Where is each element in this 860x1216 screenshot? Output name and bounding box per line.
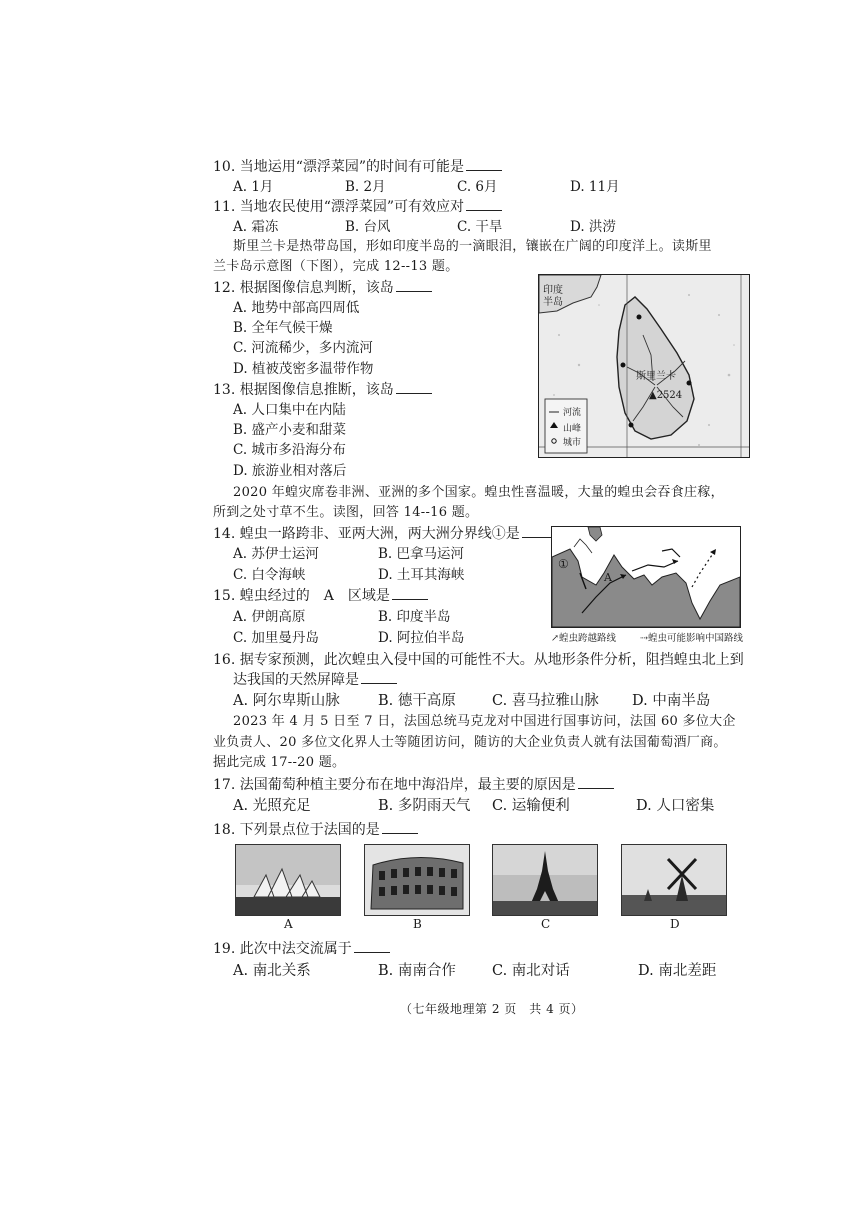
question-10 [213,158,502,176]
q14-option-a: A. 苏伊士运河 [233,546,319,562]
caption-c: C [541,917,551,931]
q15-option-d: D. 阿拉伯半岛 [378,630,465,646]
locust-intro-line-2: 所到之处寸草不生。读图，回答 14--16 题。 [213,505,479,520]
q16-option-a: A. 阿尔卑斯山脉 [233,693,340,709]
question-13 [213,381,432,399]
question-11-stem: 11. 当地农民使用“漂浮菜园”可有效应对 [213,199,465,215]
q11-option-d: D. 洪涝 [570,219,616,235]
q17-option-c: C. 运输便利 [492,798,570,814]
question-18-stem: 18. 下列景点位于法国的是 [213,822,380,838]
route-arrow-icon: ↗ [551,633,559,644]
question-18 [213,821,418,839]
map-label-peninsula: 半岛 [543,297,563,308]
sri-lanka-map [538,274,750,458]
question-12 [213,279,432,297]
q17-option-d: D. 人口密集 [636,798,715,814]
question-17-stem: 17. 法国葡萄种植主要分布在地中海沿岸，最主要的原因是 [213,777,576,793]
caption-a: A [284,917,293,931]
question-16-line-2 [233,671,397,689]
q10-option-d: D. 11月 [570,179,620,195]
sri-lanka-intro-line-2: 兰卡岛示意图（下图），完成 12--13 题。 [213,259,459,274]
legend-river: 河流 [563,408,582,418]
answer-blank [578,776,614,789]
q13-option-c: C. 城市多沿海分布 [233,442,346,458]
answer-blank [354,940,390,953]
q15-option-c: C. 加里曼丹岛 [233,630,319,646]
q15-option-a: A. 伊朗高原 [233,609,306,625]
question-14-stem: 14. 蝗虫一路跨非、亚两大洲，两大洲分界线①是 [213,526,520,542]
answer-blank [382,821,418,834]
q14-option-d: D. 土耳其海峡 [378,567,465,583]
answer-blank [392,587,428,600]
q13-option-d: D. 旅游业相对落后 [233,463,347,479]
legend-peak: 山峰 [563,424,582,434]
question-15-stem: 15. 蝗虫经过的 A 区域是 [213,588,390,604]
locust-intro-line-1: 2020 年蝗灾席卷非洲、亚洲的多个国家。蝗虫性喜温暖，大量的蝗虫会吞食庄稼， [233,485,724,500]
answer-blank [466,198,502,211]
question-17 [213,776,614,794]
locust-route-map [551,526,741,628]
q16-option-d: D. 中南半岛 [632,693,711,709]
q14-option-c: C. 白令海峡 [233,567,306,583]
map-elevation: ▲2524 [649,390,683,401]
question-16-line-1: 16. 据专家预测，此次蝗虫入侵中国的可能性不大。从地形条件分析，阻挡蝗虫北上到 [213,652,744,668]
answer-blank [361,671,397,684]
question-11 [213,198,502,216]
france-intro-line-1: 2023 年 4 月 5 日至 7 日，法国总统马克龙对中国进行国事访问，法国 60 多位大企 [233,714,736,729]
q17-option-a: A. 光照充足 [233,798,311,814]
dotted-arrow-icon: ⇢ [640,633,648,644]
question-13-stem: 13. 根据图像信息推断，该岛 [213,382,394,398]
q16-option-c: C. 喜马拉雅山脉 [492,693,599,709]
q10-option-c: C. 6月 [457,179,498,195]
caption-d: D [670,917,680,931]
locust-map-drawing [552,527,740,627]
question-16-stem-2: 达我国的天然屏障是 [233,672,359,688]
q12-option-c: C. 河流稀少，多内流河 [233,340,373,356]
q19-option-b: B. 南南合作 [378,963,456,979]
q15-option-b: B. 印度半岛 [378,609,451,625]
q13-option-b: B. 盛产小麦和甜菜 [233,422,347,438]
france-intro-line-3: 据此完成 17--20 题。 [213,755,346,770]
map-label-boundary-1: ① [558,557,569,571]
map-label-region-a: A [604,571,612,584]
legend-china-route: ⇢蝗虫可能影响中国路线 [640,633,743,644]
q10-option-a: A. 1月 [233,179,274,195]
photo-a-opera-house [235,844,341,916]
q19-option-c: C. 南北对话 [492,963,570,979]
photo-c-eiffel-tower [492,844,598,916]
q11-option-c: C. 干旱 [457,219,503,235]
answer-blank [466,158,502,171]
q12-option-d: D. 植被茂密多温带作物 [233,361,374,377]
q16-option-b: B. 德干高原 [378,693,456,709]
question-19-stem: 19. 此次中法交流属于 [213,941,352,957]
answer-blank [396,279,432,292]
question-12-stem: 12. 根据图像信息判断，该岛 [213,280,394,296]
q19-option-a: A. 南北关系 [233,963,311,979]
q12-option-b: B. 全年气候干燥 [233,320,333,336]
q17-option-b: B. 多阴雨天气 [378,798,471,814]
q11-option-a: A. 霜冻 [233,219,279,235]
q14-option-b: B. 巴拿马运河 [378,546,465,562]
q10-option-b: B. 2月 [345,179,386,195]
map-label-india: 印度 [543,285,563,296]
answer-blank [396,381,432,394]
map-label-peak: 斯里兰卡 [636,371,676,382]
question-15 [213,587,428,605]
sri-lanka-intro-line-1: 斯里兰卡是热带岛国，形如印度半岛的一滴眼泪，镶嵌在广阔的印度洋上。读斯里 [233,239,712,254]
photo-d-windmill [621,844,727,916]
legend-locust-route: ↗蝗虫跨越路线 [551,633,616,644]
q12-option-a: A. 地势中部高四周低 [233,300,360,316]
page-footer: （七年级地理第 2 页 共 4 页） [400,1002,584,1016]
france-intro-line-2: 业负责人、20 多位文化界人士等随团访问，随访的大企业负责人就有法国葡萄酒厂商。 [213,735,727,750]
question-10-stem: 10. 当地运用“漂浮菜园”的时间有可能是 [213,159,465,175]
q19-option-d: D. 南北差距 [638,963,717,979]
question-19 [213,940,390,958]
photo-b-colosseum [364,844,470,916]
legend-city: 城市 [563,438,582,448]
q11-option-b: B. 台风 [345,219,391,235]
question-14 [213,525,558,543]
caption-b: B [413,917,422,931]
q13-option-a: A. 人口集中在内陆 [233,402,346,418]
